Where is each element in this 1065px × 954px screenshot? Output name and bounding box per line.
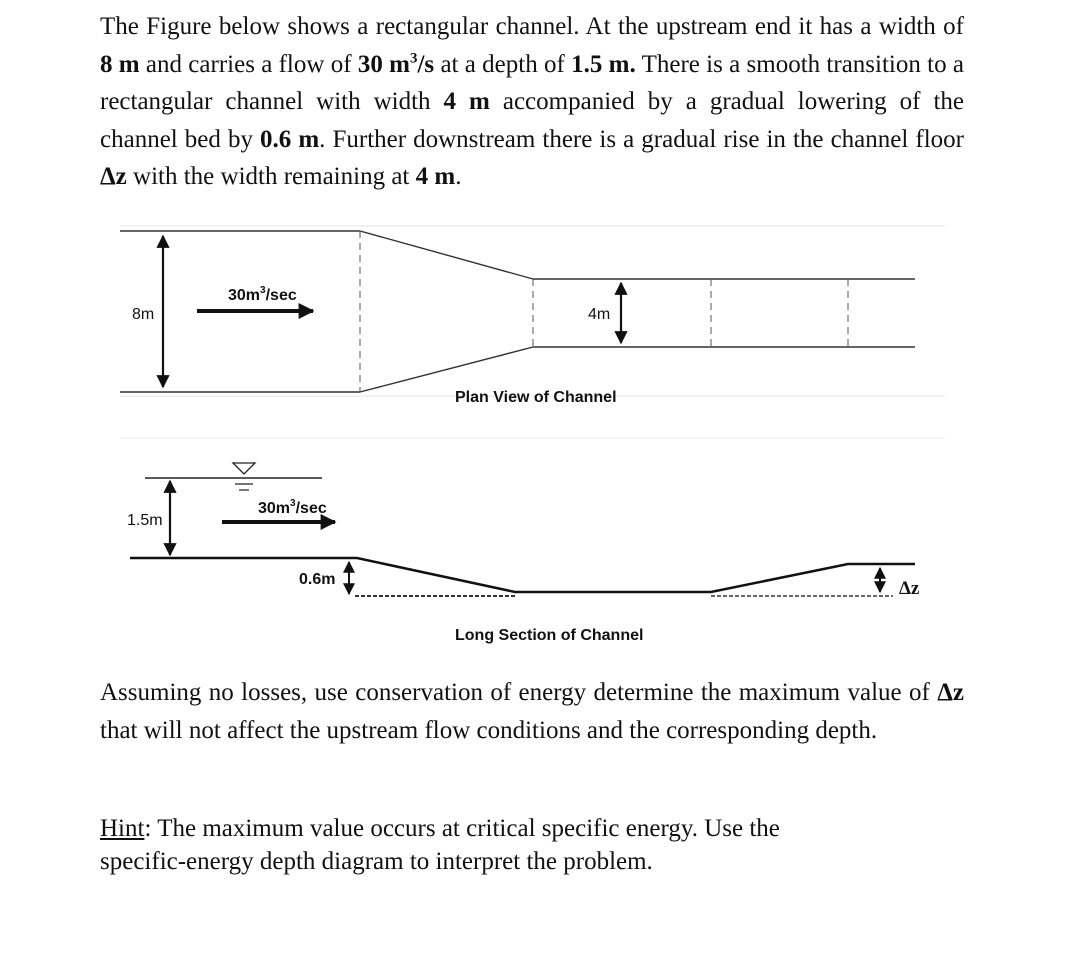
plan-transition-top — [360, 231, 533, 279]
intro-text-1: The Figure below shows a rectangular channel. At the upstream end it has a width of — [100, 13, 964, 40]
question-delta-z: Δz — [937, 679, 964, 706]
channel-bed-line — [130, 558, 915, 592]
plan-flow-label: $30m^3/\sec$ — [228, 285, 297, 304]
intro-text-2: and carries a flow of — [139, 50, 358, 78]
delta-z-symbol: Δz — [100, 163, 127, 190]
hint-text: Hint: The maximum value occurs at critical specific energy. Use the specific-energy depth diagram to interpret the problem. — [100, 815, 780, 875]
intro-text-4: There is a smooth transition to a rectangular channel with width — [100, 50, 964, 115]
narrow-width-label: 4m — [588, 306, 611, 323]
plan-transition-bottom — [360, 347, 533, 392]
upstream-width-label: 8m — [132, 306, 155, 323]
question-text: Assuming no losses, use conservation of energy determine the maximum value of Δz that will not affect the upstream flow conditions and the corresponding depth. — [100, 679, 964, 744]
plan-view — [120, 226, 945, 406]
rise-delta-z-label: Δz — [899, 578, 920, 599]
depth-value: 1.5 m. — [571, 50, 636, 78]
flow-value: 30 $m^3/s$ — [357, 50, 435, 78]
depth-label: 1.5m — [127, 512, 163, 529]
intro-text-6: . Further downstream there is a gradual rise in the channel floor — [319, 125, 964, 153]
intro-text-7: with the width remaining at — [126, 163, 416, 190]
section-flow-label: $30m^3/\sec$ — [258, 498, 327, 517]
intro-text-3: at a depth of — [434, 50, 572, 78]
drop-label: 0.6m — [299, 571, 336, 588]
long-section-caption: Long Section of Channel — [455, 627, 644, 644]
problem-statement: The Figure below shows a rectangular channel. At the upstream end it has a width of 8 m and carries a flow of 30 $m^3/s$ at a depth of 1.5 m. There is a smooth transition to a rectangular channel with width 4 m accompanied by a gradual lowering of the channel bed by 0.6 m. Further downstream there is a gradual rise in the channel floor Δz with the width remaining at 4 m. — [100, 13, 965, 190]
water-surface-symbol — [233, 463, 255, 474]
upstream-width-value: 8 m — [100, 50, 140, 78]
downstream-width-value: 4 m — [443, 88, 490, 115]
intro-text-5: accompanied by a gradual lowering of the channel bed by — [100, 88, 965, 153]
end-width-value: 4 m — [415, 163, 456, 190]
hint-label: Hint — [100, 815, 145, 842]
long-section — [120, 438, 945, 644]
bed-lowering-value: 0.6 m — [260, 125, 320, 153]
plan-view-caption: Plan View of Channel — [455, 389, 617, 406]
